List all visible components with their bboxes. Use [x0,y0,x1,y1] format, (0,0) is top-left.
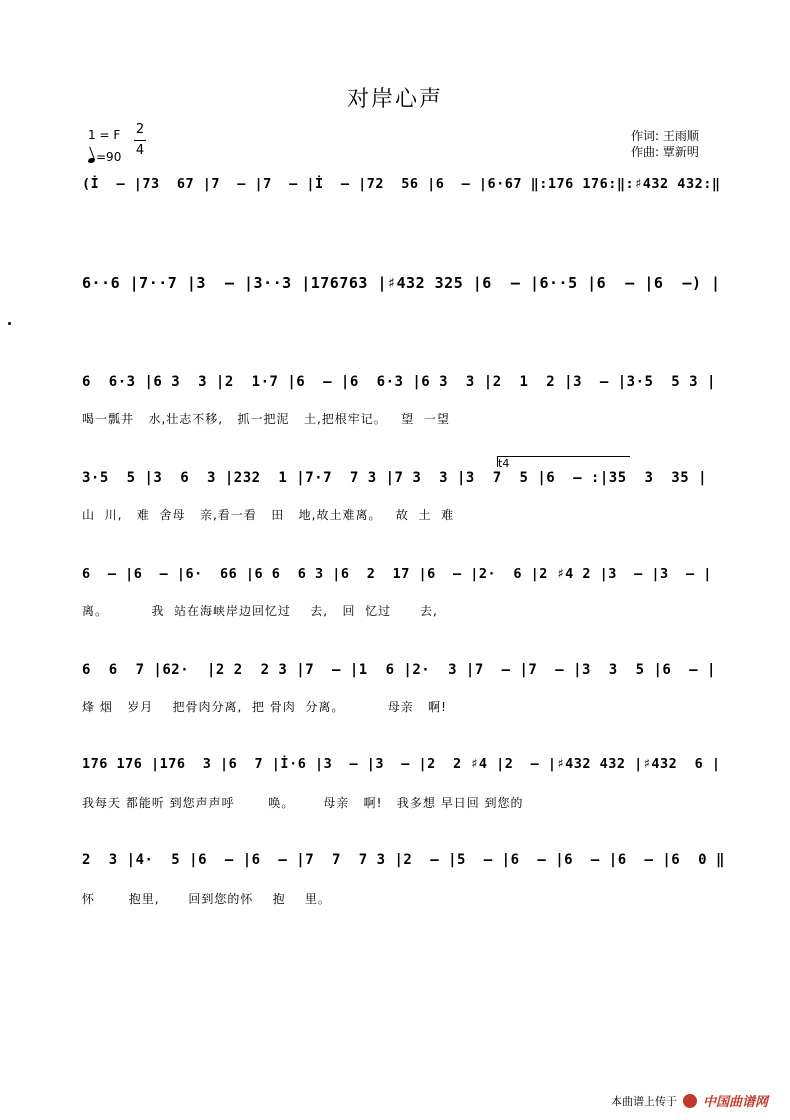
upload-footer [611,1091,768,1110]
tempo-value: =90 [96,150,122,164]
lyrics-line-8: 怀 抱里, 回到您的怀 抱 里。 [82,892,331,906]
time-signature-top: 2 [135,122,145,137]
site-name[interactable]: 中国曲谱网 [702,1095,768,1110]
quarter-note-icon [87,157,95,164]
notes-line-8: 2 3 |4· 5 |6 – |6 – |7 7 7 3 |2 – |5 – |6 – |6 – |6 – |6 0 ‖ [82,852,725,868]
volta-bracket [497,456,630,470]
credits [631,128,699,160]
lyrics-line-6: 烽 烟 岁月 把骨肉分离, 把 骨肉 分离。 母亲 啊! [82,700,447,714]
time-signature-bottom: 4 [135,143,145,158]
lyrics-line-7: 我每天 都能听 到您声声呼 唤。 母亲 啊! 我多想 早日回 到您的 [82,796,524,810]
notes-line-1: (İ – |73 67 |7 – |7 – |İ – |72 56 |6 – |6·67 ‖:176 176:‖:♯432 432:‖ [82,176,721,192]
score-title: 对岸心声 [346,87,443,112]
lyrics-line-5: 离。 我 站在海峡岸边回忆过 去, 回 忆过 去, [82,604,438,618]
site-logo-icon [683,1094,697,1108]
time-signature [134,120,146,161]
lyrics-line-4: 山 川, 难 舍母 亲,看一看 田 地,故土难离。 故 土 难 [82,508,455,522]
notes-line-7: 176 176 |176 3 |6 7 |İ·6 |3 – |3 – |2 2 ♯4 |2 – |♯432 432 |♯432 6 | [82,756,721,772]
notes-line-2: 6··6 |7··7 |3 – |3··3 |176763 |♯432 325 |6 – |6··5 |6 – |6 –) | [82,274,721,292]
key-signature: 1 = F [88,128,121,142]
stray-dot [8,322,11,325]
volta-label: t4 [498,457,510,470]
notes-line-4: 3·5 5 |3 6 3 |232 1 |7·7 7 3 |7 3 3 |3 7 5 |6 – :|35 3 35 | [82,470,708,486]
notes-line-6: 6 6 7 |62· |2 2 2 3 |7 – |1 6 |2· 3 |7 – |7 – |3 3 5 |6 – | [82,662,716,678]
tempo-marking [88,150,121,164]
notes-line-3: 6 6·3 |6 3 3 |2 1·7 |6 – |6 6·3 |6 3 3 |2 1 2 |3 – |3·5 5 3 | [82,374,716,390]
composer: 作曲: 覃新明 [631,145,699,159]
lyricist: 作词: 王雨顺 [631,129,699,143]
lyrics-line-3: 喝一瓢井 水,壮志不移, 抓一把泥 土,把根牢记。 望 一望 [82,412,450,426]
uploaded-text: 本曲谱上传于 [610,1094,677,1108]
notes-line-5: 6 – |6 – |6· 66 |6 6 6 3 |6 2 17 |6 – |2· 6 |2 ♯4 2 |3 – |3 – | [82,566,712,582]
